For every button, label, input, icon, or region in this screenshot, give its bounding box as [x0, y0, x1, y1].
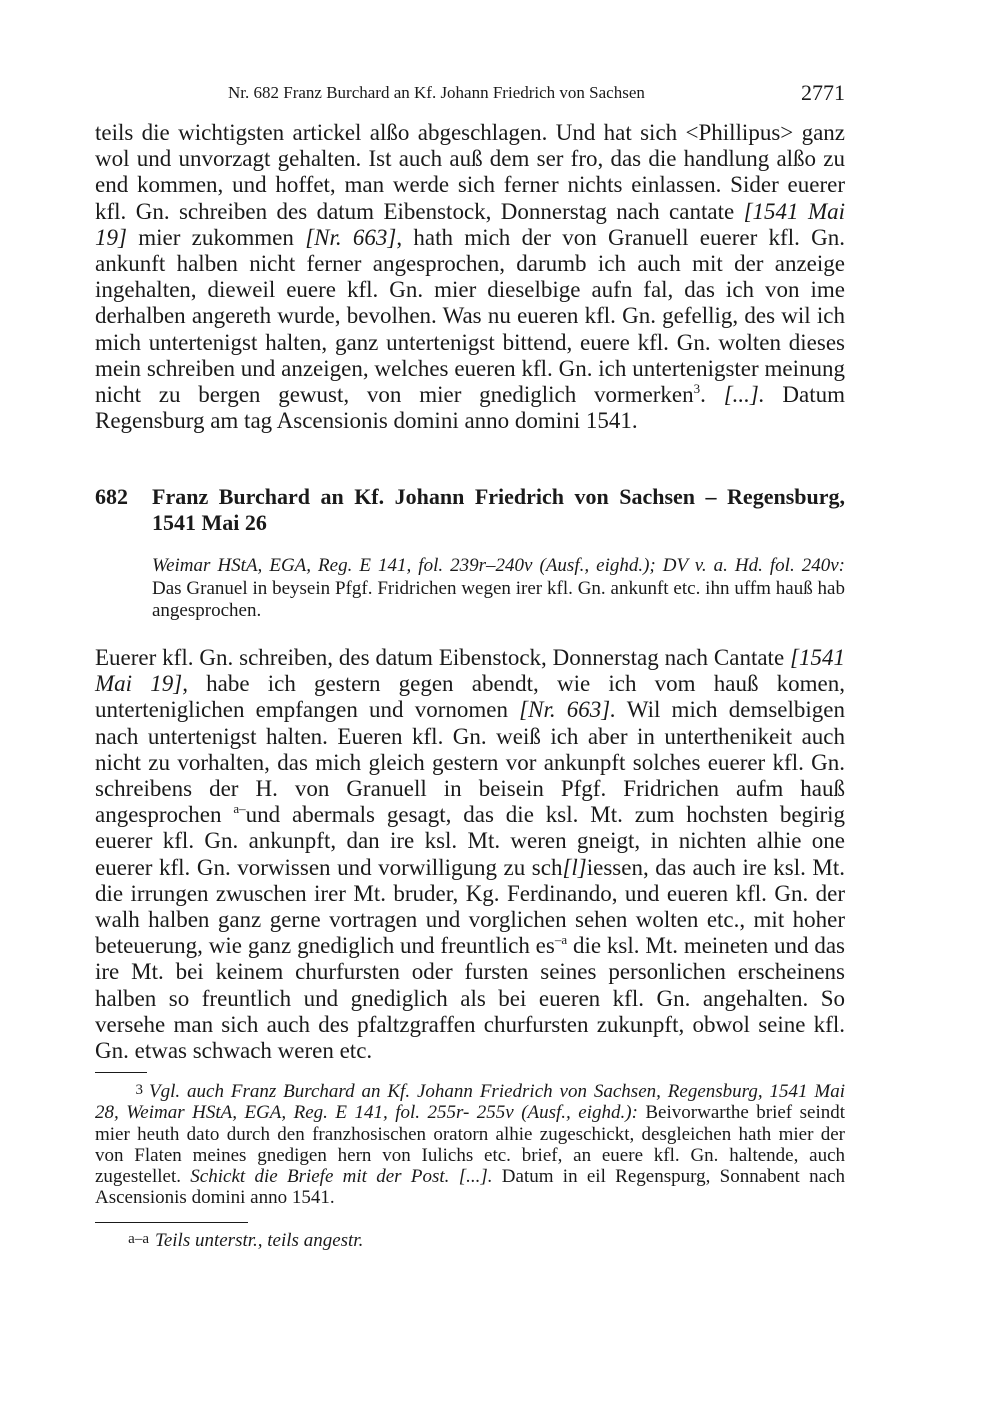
letter-682-body — [95, 645, 845, 1064]
letter-681-closing-paragraph — [95, 120, 845, 434]
footnote-number: 3 — [135, 1082, 143, 1098]
entry-number: 682 — [95, 484, 128, 509]
editorial-date: [1541 Mai 19] — [95, 198, 845, 250]
text-run: Wil mich demselbigen nach untertenigst halten. Eueren kfl. Gn. weiß ich aber in unterthenikeit auch nicht zu vorhalten, das mich gleich gestern vor ankunpft solches euerer kfl. Gn. schreibens der H. von Granuell in beisein Pfgf. Fridrichen aufm hauß angesprochen — [95, 697, 845, 828]
editorial-date: [1541 Mai 19], — [95, 645, 845, 697]
editorial-reference: [Nr. 663]. — [519, 697, 617, 723]
footnote-ref-3[interactable]: 3 — [693, 381, 701, 397]
editorial-reference: [Nr. 663] — [305, 224, 397, 250]
text-run: habe ich gestern gegen abendt, wie ich vom hauß komen, unterteniglichen empfangen und vornomen — [95, 671, 846, 723]
text-run: , hath mich der von Granuell euerer kfl. Gn. ankunft halben nicht ferner angesprochen, darumb ich auch mit der anzeige ingehalten, dieweil euere kfl. Gn. mier dieselbige aufn fal, das ich von ime derhalben angereth wurde, bevolhen. Was nu eueren kfl. Gn. gefellig, des wil ich mich untertenigst halten, ganz untertenigst bittend, euere kfl. Gn. wolten dieses mein schreiben und anzeigen, welches eueren kfl. Gn. ich untertenigster meinung nicht zu bergen gewust, von mier gnediglich vormerken — [95, 224, 845, 408]
text-run: die ksl. Mt. meineten und das ire Mt. bei keinem churfursten oder fursten seines personlichen erscheinens halben so freuntlich und gnediglich als bei eueren kfl. Gn. angehalten. So versehe man sich auch des pfaltzgraffen churfursten zukunpft, obwol seine kfl. Gn. etwas schwach weren etc. — [95, 933, 845, 1064]
text-run: und abermals gesagt, das die ksl. Mt. zum hochsten begirig euerer kfl. Gn. ankunpft, dan ire ksl. Mt. weren gneigt, in nichten alhie one euerer kfl. Gn. vorwissen und vorwilligung zu sch — [95, 802, 845, 880]
page-number: 2771 — [801, 80, 845, 105]
entry-title: Franz Burchard an Kf. Johann Friedrich von Sachsen – Regensburg, 1541 Mai 26 — [152, 484, 845, 535]
text-run: Euerer kfl. Gn. schreiben, des datum Eibenstock, Donnerstag nach Cantate — [95, 645, 791, 670]
running-title: Nr. 682 Franz Burchard an Kf. Johann Friedrich von Sachsen — [228, 83, 645, 102]
footnote-3 — [95, 1080, 845, 1209]
textcrit-mark: a–a — [128, 1231, 149, 1247]
archive-reference: Weimar HStA, EGA, Reg. E 141, fol. 239r–240v (Ausf., eighd.); DV v. a. Hd. fol. 240v: — [152, 555, 845, 576]
footnote-separator — [95, 1072, 147, 1073]
text-run: Datum Regensburg am tag Ascensionis domini anno domini 1541. — [95, 382, 845, 434]
running-header — [95, 82, 845, 106]
textcrit-mark-open[interactable]: a– — [233, 801, 246, 817]
footnote-editorial: Schickt die Briefe mit der Post. [...]. — [190, 1166, 493, 1188]
footnote-text: Beivorwarthe brief seindt mier heuth dato durch den franzhosischen oratorn alhie zugeschickt, desgleichen hath mier der von Flaten meines gnedigen hern von Iulichs etc. brief, an euere kfl. Gn. haltende, auch zugestellet. — [95, 1102, 845, 1188]
dorsal-note: Das Granuel in beysein Pfgf. Fridrichen wegen irer kfl. Gn. ankunft etc. ihn uffm hauß hab angesprochen. — [152, 577, 845, 621]
entry-heading — [95, 484, 845, 536]
textcrit-note-a — [95, 1229, 845, 1251]
text-run: . — [700, 382, 724, 408]
textcrit-mark-close[interactable]: –a — [554, 932, 568, 948]
editorial-emendation: [l] — [562, 854, 587, 880]
textcrit-separator — [95, 1222, 248, 1223]
text-run: teils die wichtigsten artickel alßo abgeschlagen. Und hat sich <Phillipus> ganz wol und unvorzagt gehalten. Ist auch auß dem ser fro, das die handlung alßo zu end kommen, und hoffet, man werde sich ferner nichts einlassen. Sider euerer kfl. Gn. schreiben des datum Eibenstock, Donnerstag nach cantate — [95, 120, 845, 224]
textcrit-text: Teils unterstr., teils angestr. — [155, 1230, 364, 1251]
footnote-reference: Vgl. auch Franz Burchard an Kf. Johann Friedrich von Sachsen, Regensburg, 1541 Mai 28, Weimar HStA, EGA, Reg. E 141, fol. 255r- 255v (Ausf., eighd.): — [95, 1081, 845, 1124]
source-note — [152, 555, 845, 623]
text-run: mier zukommen — [126, 224, 306, 250]
editorial-omission: [...]. — [723, 382, 765, 408]
footnote-text: Datum in eil Regenspurg, Sonnabent nach Ascensionis domini anno 1541. — [95, 1166, 846, 1209]
text-run: iessen, das auch ire ksl. Mt. die irrungen zwuschen irer Mt. bruder, Kg. Ferdinando, und eueren kfl. Gn. der walh halben ganz gerne vortragen und vorglichen sehen wolten etc., mit hoher beteuerung, wie ganz gnediglich und freuntlich es — [95, 854, 845, 959]
